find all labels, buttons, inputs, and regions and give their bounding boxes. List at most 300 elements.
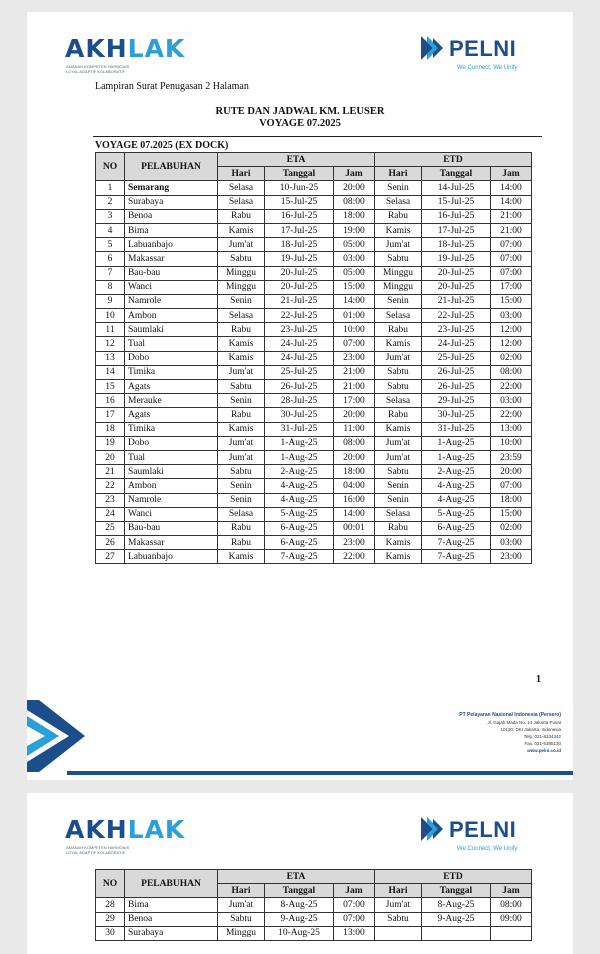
row-etd-jam: 21:00 xyxy=(491,209,532,223)
row-etd-tanggal: 1-Aug-25 xyxy=(422,450,491,464)
row-etd-hari xyxy=(375,926,422,940)
row-eta-jam: 22:00 xyxy=(334,550,375,564)
row-no: 28 xyxy=(96,898,125,912)
row-no: 30 xyxy=(96,926,125,940)
row-eta-hari: Rabu xyxy=(218,408,265,422)
footer-bar xyxy=(67,771,573,775)
row-port: Namrole xyxy=(125,493,218,507)
row-port: Ambon xyxy=(125,309,218,323)
row-port: Bau-bau xyxy=(125,266,218,280)
table-row xyxy=(96,926,532,940)
row-eta-tanggal: 20-Jul-25 xyxy=(265,266,334,280)
row-etd-hari: Jum'at xyxy=(375,351,422,365)
row-etd-jam: 08:00 xyxy=(491,365,532,379)
row-port: Namrole xyxy=(125,294,218,308)
document-subtitle: VOYAGE 07.2025 xyxy=(259,118,341,129)
row-eta-jam: 21:00 xyxy=(334,380,375,394)
row-eta-tanggal: 15-Jul-25 xyxy=(265,195,334,209)
row-etd-jam: 12:00 xyxy=(491,337,532,351)
row-eta-jam: 08:00 xyxy=(334,436,375,450)
table-row xyxy=(96,223,532,237)
row-eta-hari: Kamis xyxy=(218,550,265,564)
row-port: Agats xyxy=(125,380,218,394)
row-no: 15 xyxy=(96,380,125,394)
row-etd-hari: Jum'at xyxy=(375,436,422,450)
row-no: 6 xyxy=(96,252,125,266)
row-port: Dobo xyxy=(125,436,218,450)
row-eta-jam: 20:00 xyxy=(334,408,375,422)
row-eta-tanggal: 9-Aug-25 xyxy=(265,912,334,926)
row-etd-tanggal: 26-Jul-25 xyxy=(422,365,491,379)
table-row xyxy=(96,536,532,550)
table-row xyxy=(96,422,532,436)
row-port: Surabaya xyxy=(125,195,218,209)
row-etd-hari: Senin xyxy=(375,181,422,195)
pelni-logo xyxy=(419,34,539,78)
row-etd-tanggal: 25-Jul-25 xyxy=(422,351,491,365)
row-eta-hari: Kamis xyxy=(218,337,265,351)
row-etd-hari: Rabu xyxy=(375,521,422,535)
row-eta-jam: 18:00 xyxy=(334,465,375,479)
row-etd-tanggal: 6-Aug-25 xyxy=(422,521,491,535)
row-eta-hari: Minggu xyxy=(218,926,265,940)
row-eta-hari: Sabtu xyxy=(218,465,265,479)
row-etd-jam: 07:00 xyxy=(491,266,532,280)
row-eta-jam: 07:00 xyxy=(334,898,375,912)
voyage-label: VOYAGE 07.2025 (EX DOCK) xyxy=(95,140,229,151)
row-etd-jam xyxy=(491,926,532,940)
row-no: 14 xyxy=(96,365,125,379)
row-port: Merauke xyxy=(125,394,218,408)
row-no: 2 xyxy=(96,195,125,209)
row-eta-hari: Senin xyxy=(218,479,265,493)
row-etd-jam: 21:00 xyxy=(491,223,532,237)
row-etd-jam: 12:00 xyxy=(491,323,532,337)
table-row xyxy=(96,337,532,351)
row-eta-hari: Jum'at xyxy=(218,450,265,464)
table-row xyxy=(96,195,532,209)
row-eta-tanggal: 5-Aug-25 xyxy=(265,507,334,521)
header-etd-tanggal: Tanggal xyxy=(422,167,491,181)
row-no: 23 xyxy=(96,493,125,507)
table-row xyxy=(96,252,532,266)
row-etd-tanggal: 4-Aug-25 xyxy=(422,479,491,493)
row-etd-tanggal xyxy=(422,926,491,940)
row-etd-jam: 23:00 xyxy=(491,550,532,564)
schedule-table-continued xyxy=(95,869,532,941)
row-no: 8 xyxy=(96,280,125,294)
row-no: 12 xyxy=(96,337,125,351)
row-eta-jam: 08:00 xyxy=(334,195,375,209)
pelni-tagline: We Connect, We Unify xyxy=(457,65,518,71)
row-etd-tanggal: 4-Aug-25 xyxy=(422,493,491,507)
row-no: 29 xyxy=(96,912,125,926)
row-port: Saumlaki xyxy=(125,465,218,479)
row-etd-tanggal: 22-Jul-25 xyxy=(422,309,491,323)
row-eta-tanggal: 6-Aug-25 xyxy=(265,521,334,535)
row-port: Wanci xyxy=(125,507,218,521)
row-eta-jam: 20:00 xyxy=(334,181,375,195)
table-row xyxy=(96,181,532,195)
row-etd-tanggal: 19-Jul-25 xyxy=(422,252,491,266)
akhlak-logo xyxy=(65,815,185,844)
schedule-body-page-1 xyxy=(96,181,532,564)
document-page-2 xyxy=(27,793,573,954)
pelni-logo xyxy=(419,815,539,859)
row-etd-tanggal: 18-Jul-25 xyxy=(422,238,491,252)
row-etd-jam: 22:00 xyxy=(491,380,532,394)
row-etd-jam: 09:00 xyxy=(491,912,532,926)
row-etd-tanggal: 26-Jul-25 xyxy=(422,380,491,394)
footer-address-1: Jl. Gajah Mada No. 14 Jakarta Pusat xyxy=(487,720,561,725)
row-port: Tual xyxy=(125,337,218,351)
table-row xyxy=(96,436,532,450)
schedule-body-page-2 xyxy=(96,898,532,941)
row-no: 11 xyxy=(96,323,125,337)
row-port: Timika xyxy=(125,365,218,379)
header-eta-jam: Jam xyxy=(334,167,375,181)
row-no: 7 xyxy=(96,266,125,280)
row-etd-tanggal: 16-Jul-25 xyxy=(422,209,491,223)
header-eta: ETA xyxy=(218,870,375,884)
row-eta-hari: Minggu xyxy=(218,280,265,294)
row-etd-hari: Selasa xyxy=(375,195,422,209)
row-eta-hari: Rabu xyxy=(218,209,265,223)
row-port: Timika xyxy=(125,422,218,436)
row-no: 18 xyxy=(96,422,125,436)
table-row xyxy=(96,493,532,507)
row-etd-jam: 08:00 xyxy=(491,898,532,912)
row-etd-hari: Rabu xyxy=(375,408,422,422)
row-etd-hari: Minggu xyxy=(375,280,422,294)
row-eta-tanggal: 22-Jul-25 xyxy=(265,309,334,323)
row-eta-jam: 05:00 xyxy=(334,238,375,252)
table-row xyxy=(96,898,532,912)
row-eta-jam: 11:00 xyxy=(334,422,375,436)
row-etd-tanggal: 17-Jul-25 xyxy=(422,223,491,237)
row-eta-tanggal: 21-Jul-25 xyxy=(265,294,334,308)
row-no: 3 xyxy=(96,209,125,223)
row-no: 22 xyxy=(96,479,125,493)
row-etd-hari: Sabtu xyxy=(375,465,422,479)
row-eta-jam: 00:01 xyxy=(334,521,375,535)
pelni-mark-icon xyxy=(419,34,447,64)
header-etd: ETD xyxy=(375,153,532,167)
row-port: Semarang xyxy=(125,181,218,195)
row-etd-hari: Kamis xyxy=(375,550,422,564)
row-etd-tanggal: 30-Jul-25 xyxy=(422,408,491,422)
row-etd-hari: Kamis xyxy=(375,223,422,237)
table-row xyxy=(96,521,532,535)
pelni-tagline: We Connect, We Unify xyxy=(457,846,518,852)
row-no: 10 xyxy=(96,309,125,323)
row-eta-tanggal: 25-Jul-25 xyxy=(265,365,334,379)
row-etd-jam: 07:00 xyxy=(491,238,532,252)
row-etd-jam: 07:00 xyxy=(491,252,532,266)
row-etd-jam: 14:00 xyxy=(491,195,532,209)
row-no: 13 xyxy=(96,351,125,365)
table-row xyxy=(96,450,532,464)
row-port: Tual xyxy=(125,450,218,464)
row-etd-hari: Sabtu xyxy=(375,252,422,266)
table-row xyxy=(96,309,532,323)
row-port: Dobo xyxy=(125,351,218,365)
row-port: Bima xyxy=(125,898,218,912)
page-number: 1 xyxy=(536,674,541,685)
row-etd-jam: 20:00 xyxy=(491,465,532,479)
row-etd-hari: Senin xyxy=(375,479,422,493)
row-port: Wanci xyxy=(125,280,218,294)
row-port: Makassar xyxy=(125,536,218,550)
header-eta-jam: Jam xyxy=(334,884,375,898)
row-eta-tanggal: 17-Jul-25 xyxy=(265,223,334,237)
row-no: 16 xyxy=(96,394,125,408)
table-row xyxy=(96,365,532,379)
row-no: 9 xyxy=(96,294,125,308)
row-etd-jam: 18:00 xyxy=(491,493,532,507)
row-etd-tanggal: 5-Aug-25 xyxy=(422,507,491,521)
row-port: Surabaya xyxy=(125,926,218,940)
table-row xyxy=(96,912,532,926)
row-etd-hari: Jum'at xyxy=(375,898,422,912)
akhlak-logo xyxy=(65,34,185,63)
row-eta-tanggal: 24-Jul-25 xyxy=(265,351,334,365)
row-eta-hari: Selasa xyxy=(218,181,265,195)
footer-fax: Fax. 021-6385130 xyxy=(524,741,561,746)
row-port: Bau-bau xyxy=(125,521,218,535)
row-eta-hari: Kamis xyxy=(218,351,265,365)
row-etd-hari: Jum'at xyxy=(375,238,422,252)
title-divider xyxy=(93,136,542,137)
row-eta-hari: Selasa xyxy=(218,507,265,521)
row-etd-hari: Selasa xyxy=(375,394,422,408)
row-eta-tanggal: 20-Jul-25 xyxy=(265,280,334,294)
header-eta-hari: Hari xyxy=(218,167,265,181)
akhlak-logo-part-a: AKH xyxy=(65,815,128,844)
row-etd-hari: Selasa xyxy=(375,507,422,521)
row-etd-tanggal: 24-Jul-25 xyxy=(422,337,491,351)
table-row xyxy=(96,550,532,564)
row-etd-hari: Sabtu xyxy=(375,365,422,379)
row-etd-tanggal: 9-Aug-25 xyxy=(422,912,491,926)
row-etd-hari: Selasa xyxy=(375,309,422,323)
row-etd-jam: 22:00 xyxy=(491,408,532,422)
row-etd-jam: 15:00 xyxy=(491,507,532,521)
header-etd-hari: Hari xyxy=(375,884,422,898)
row-no: 26 xyxy=(96,536,125,550)
row-eta-jam: 01:00 xyxy=(334,309,375,323)
document-title: RUTE DAN JADWAL KM. LEUSER xyxy=(215,106,385,117)
row-port: Benoa xyxy=(125,209,218,223)
table-row xyxy=(96,294,532,308)
footer-company: PT Pelayaran Nasional Indonesia (Persero) xyxy=(459,712,561,718)
row-eta-tanggal: 26-Jul-25 xyxy=(265,380,334,394)
row-etd-tanggal: 20-Jul-25 xyxy=(422,280,491,294)
row-eta-tanggal: 10-Aug-25 xyxy=(265,926,334,940)
row-eta-hari: Kamis xyxy=(218,422,265,436)
row-port: Bima xyxy=(125,223,218,237)
row-port: Makassar xyxy=(125,252,218,266)
row-etd-tanggal: 21-Jul-25 xyxy=(422,294,491,308)
akhlak-logo-part-b: LAK xyxy=(127,815,186,844)
row-etd-jam: 17:00 xyxy=(491,280,532,294)
row-no: 1 xyxy=(96,181,125,195)
row-eta-hari: Sabtu xyxy=(218,912,265,926)
row-etd-hari: Senin xyxy=(375,294,422,308)
row-etd-hari: Rabu xyxy=(375,209,422,223)
header-eta-hari: Hari xyxy=(218,884,265,898)
row-etd-hari: Jum'at xyxy=(375,450,422,464)
row-eta-jam: 15:00 xyxy=(334,280,375,294)
row-port: Ambon xyxy=(125,479,218,493)
pelni-mark-icon xyxy=(419,815,447,845)
row-no: 19 xyxy=(96,436,125,450)
header-eta: ETA xyxy=(218,153,375,167)
row-no: 17 xyxy=(96,408,125,422)
row-eta-tanggal: 31-Jul-25 xyxy=(265,422,334,436)
row-eta-jam: 07:00 xyxy=(334,912,375,926)
row-etd-tanggal: 23-Jul-25 xyxy=(422,323,491,337)
row-eta-jam: 23:00 xyxy=(334,536,375,550)
row-port: Saumlaki xyxy=(125,323,218,337)
row-eta-tanggal: 1-Aug-25 xyxy=(265,450,334,464)
row-etd-jam: 15:00 xyxy=(491,294,532,308)
company-footer xyxy=(407,712,561,754)
row-eta-tanggal: 10-Jun-25 xyxy=(265,181,334,195)
table-row xyxy=(96,394,532,408)
row-eta-jam: 03:00 xyxy=(334,252,375,266)
row-eta-tanggal: 8-Aug-25 xyxy=(265,898,334,912)
attachment-note: Lampiran Surat Penugasan 2 Halaman xyxy=(95,81,249,92)
akhlak-logo-part-a: AKH xyxy=(65,34,128,63)
row-eta-jam: 05:00 xyxy=(334,266,375,280)
row-etd-hari: Kamis xyxy=(375,536,422,550)
header-etd-jam: Jam xyxy=(491,884,532,898)
row-eta-jam: 23:00 xyxy=(334,351,375,365)
row-eta-jam: 07:00 xyxy=(334,337,375,351)
row-etd-hari: Sabtu xyxy=(375,912,422,926)
table-row xyxy=(96,465,532,479)
row-eta-hari: Senin xyxy=(218,294,265,308)
row-etd-tanggal: 14-Jul-25 xyxy=(422,181,491,195)
row-etd-hari: Kamis xyxy=(375,422,422,436)
row-eta-hari: Minggu xyxy=(218,266,265,280)
table-row xyxy=(96,380,532,394)
row-eta-hari: Sabtu xyxy=(218,380,265,394)
row-eta-hari: Selasa xyxy=(218,195,265,209)
row-etd-jam: 14:00 xyxy=(491,181,532,195)
row-eta-tanggal: 30-Jul-25 xyxy=(265,408,334,422)
row-port: Benoa xyxy=(125,912,218,926)
row-etd-tanggal: 1-Aug-25 xyxy=(422,436,491,450)
row-eta-hari: Jum'at xyxy=(218,238,265,252)
row-eta-jam: 19:00 xyxy=(334,223,375,237)
row-no: 5 xyxy=(96,238,125,252)
header-etd-jam: Jam xyxy=(491,167,532,181)
row-eta-tanggal: 6-Aug-25 xyxy=(265,536,334,550)
row-eta-tanggal: 4-Aug-25 xyxy=(265,479,334,493)
row-eta-jam: 20:00 xyxy=(334,450,375,464)
header-no: NO xyxy=(96,153,125,181)
pelni-wordmark: PELNI xyxy=(449,817,517,842)
header-pelabuhan: PELABUHAN xyxy=(125,153,218,181)
pelni-wordmark: PELNI xyxy=(449,36,517,61)
row-eta-tanggal: 28-Jul-25 xyxy=(265,394,334,408)
row-etd-jam: 02:00 xyxy=(491,521,532,535)
row-no: 20 xyxy=(96,450,125,464)
row-eta-hari: Jum'at xyxy=(218,898,265,912)
row-etd-jam: 03:00 xyxy=(491,309,532,323)
header-etd: ETD xyxy=(375,870,532,884)
row-etd-hari: Kamis xyxy=(375,337,422,351)
row-eta-hari: Selasa xyxy=(218,309,265,323)
header-etd-tanggal: Tanggal xyxy=(422,884,491,898)
row-etd-jam: 23:59 xyxy=(491,450,532,464)
row-eta-tanggal: 4-Aug-25 xyxy=(265,493,334,507)
row-eta-hari: Rabu xyxy=(218,536,265,550)
row-etd-jam: 02:00 xyxy=(491,351,532,365)
row-etd-jam: 10:00 xyxy=(491,436,532,450)
row-etd-jam: 07:00 xyxy=(491,479,532,493)
header-eta-tanggal: Tanggal xyxy=(265,167,334,181)
footer-tel: Telp. 021-6334342 xyxy=(523,734,561,739)
row-eta-tanggal: 7-Aug-25 xyxy=(265,550,334,564)
row-etd-tanggal: 7-Aug-25 xyxy=(422,536,491,550)
table-row xyxy=(96,238,532,252)
row-eta-hari: Senin xyxy=(218,493,265,507)
table-row xyxy=(96,408,532,422)
row-port: Agats xyxy=(125,408,218,422)
row-eta-hari: Kamis xyxy=(218,223,265,237)
row-etd-tanggal: 7-Aug-25 xyxy=(422,550,491,564)
table-row xyxy=(96,351,532,365)
row-no: 25 xyxy=(96,521,125,535)
row-eta-jam: 14:00 xyxy=(334,507,375,521)
row-eta-hari: Rabu xyxy=(218,521,265,535)
row-eta-tanggal: 16-Jul-25 xyxy=(265,209,334,223)
row-eta-tanggal: 23-Jul-25 xyxy=(265,323,334,337)
header-etd-hari: Hari xyxy=(375,167,422,181)
schedule-table xyxy=(95,152,532,564)
table-row xyxy=(96,280,532,294)
row-port: Labuanbajo xyxy=(125,550,218,564)
footer-website: www.pelni.co.id xyxy=(527,748,561,753)
header-no: NO xyxy=(96,870,125,898)
row-eta-hari: Jum'at xyxy=(218,436,265,450)
table-row xyxy=(96,323,532,337)
row-etd-hari: Minggu xyxy=(375,266,422,280)
table-row xyxy=(96,507,532,521)
table-row xyxy=(96,479,532,493)
akhlak-tagline: AMANAH KOMPETEN HARMONIS LOYAL ADAPTIF KOLABORATIF xyxy=(66,64,130,74)
row-etd-tanggal: 31-Jul-25 xyxy=(422,422,491,436)
row-etd-jam: 13:00 xyxy=(491,422,532,436)
header-eta-tanggal: Tanggal xyxy=(265,884,334,898)
footer-address-2: 10130, DKI Jakarta, Indonesia xyxy=(500,727,561,732)
pelni-chevron-decoration-icon xyxy=(27,700,97,772)
row-etd-hari: Senin xyxy=(375,493,422,507)
row-port: Labuanbajo xyxy=(125,238,218,252)
row-etd-jam: 03:00 xyxy=(491,536,532,550)
row-eta-jam: 14:00 xyxy=(334,294,375,308)
row-eta-tanggal: 1-Aug-25 xyxy=(265,436,334,450)
row-eta-jam: 21:00 xyxy=(334,365,375,379)
row-etd-tanggal: 2-Aug-25 xyxy=(422,465,491,479)
row-eta-hari: Jum'at xyxy=(218,365,265,379)
row-eta-tanggal: 2-Aug-25 xyxy=(265,465,334,479)
row-eta-hari: Sabtu xyxy=(218,252,265,266)
row-etd-tanggal: 29-Jul-25 xyxy=(422,394,491,408)
